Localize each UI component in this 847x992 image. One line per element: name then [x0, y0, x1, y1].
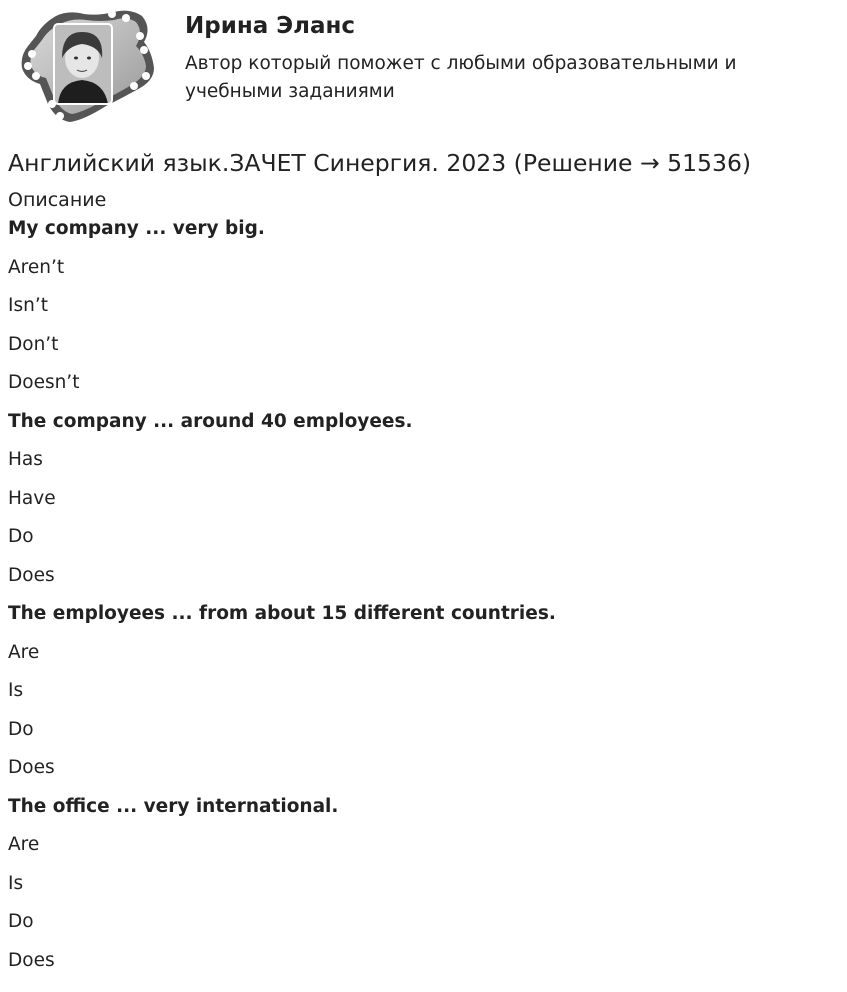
question-text: The company ... around 40 employees.: [8, 410, 413, 432]
page-title: Английский язык.ЗАЧЕТ Синергия. 2023 (Решение → 51536): [8, 149, 752, 177]
answer-option: Doesn’t: [8, 372, 80, 393]
answer-option: Is: [8, 680, 24, 701]
answer-option: Are: [8, 834, 40, 855]
answer-option: Don’t: [8, 333, 59, 355]
answer-option: Aren’t: [8, 256, 65, 278]
answer-option: Has: [8, 449, 43, 470]
question-list: [8, 214, 828, 984]
answer-option: Are: [8, 641, 40, 663]
question-block: [8, 599, 828, 792]
avatar[interactable]: [14, 6, 160, 128]
answer-option: Do: [8, 911, 34, 932]
answer-option: Isn’t: [8, 295, 48, 316]
question-block: [8, 792, 828, 985]
question-text: The office ... very international.: [8, 795, 339, 817]
answer-option: Do: [8, 526, 34, 547]
answer-option: Have: [8, 487, 56, 509]
question-text: The employees ... from about 15 different countries.: [8, 603, 556, 624]
author-description: Автор который поможет с любыми образовательными и учебными заданиями: [185, 53, 737, 102]
section-label-description: Описание: [8, 189, 107, 211]
question-block: [8, 214, 828, 407]
avatar-photo-frame-icon: [14, 6, 160, 128]
author-name[interactable]: Ирина Эланс: [185, 13, 356, 39]
question-text: My company ... very big.: [8, 218, 265, 239]
answer-option: Do: [8, 718, 34, 740]
question-block: [8, 407, 828, 600]
answer-option: Does: [8, 757, 55, 778]
answer-option: Does: [8, 564, 55, 586]
answer-option: Does: [8, 949, 55, 971]
author-header: [8, 0, 839, 140]
answer-option: Is: [8, 872, 24, 894]
